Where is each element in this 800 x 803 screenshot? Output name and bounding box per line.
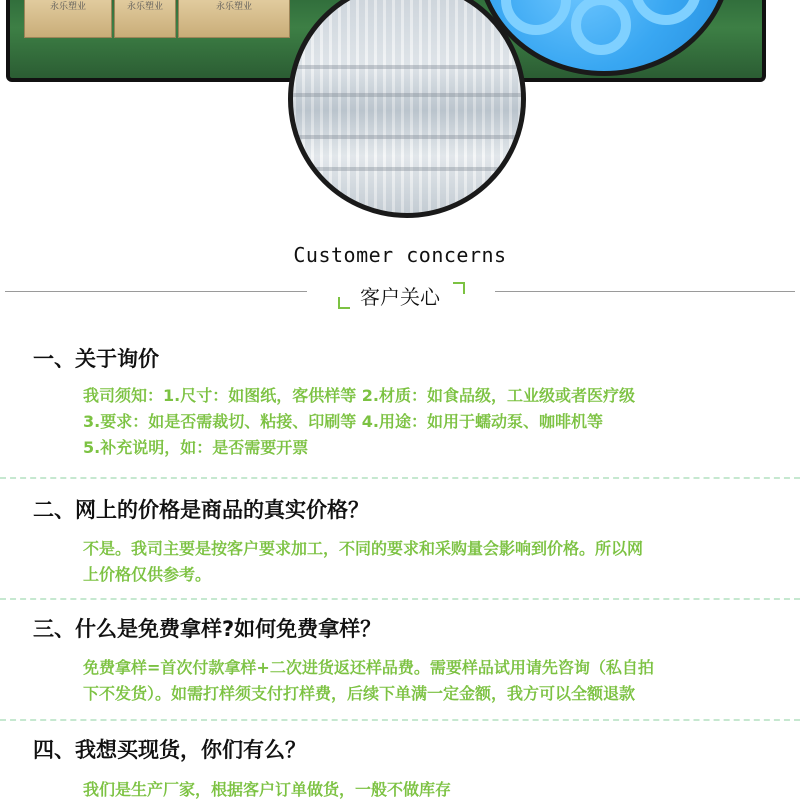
question-3: 三、什么是免费拿样?如何免费拿样？ bbox=[33, 617, 382, 641]
answer-4-line-1: 我们是生产厂家，根据客户订单做货，一般不做库存 bbox=[83, 780, 452, 799]
corner-bracket-bottom-left bbox=[338, 297, 350, 309]
answer-1-line-1: 我司须知：1.尺寸：如图纸，客供样等 2.材质：如食品级，工业级或者医疗级 bbox=[83, 386, 635, 405]
answer-3-line-2: 下不发货）。如需打样须支付打样费，后续下单满一定金额，我方可以全额退款 bbox=[83, 684, 636, 703]
question-1: 一、关于询价 bbox=[33, 347, 159, 371]
product-photo-collage bbox=[0, 0, 800, 225]
answer-2-line-2: 上价格仅供参考。 bbox=[83, 565, 212, 584]
section-title-cn: 客户关心 bbox=[360, 285, 440, 309]
answer-1-line-2: 3.要求：如是否需裁切、粘接、印刷等 4.用途：如用于蠕动泵、咖啡机等 bbox=[83, 412, 603, 431]
carton-box bbox=[114, 0, 176, 38]
carton-label: 永乐塑业 bbox=[215, 2, 253, 12]
answer-1-line-3: 5.补充说明，如：是否需要开票 bbox=[83, 438, 309, 457]
carton-label: 永乐塑业 bbox=[49, 2, 87, 12]
dashed-separator bbox=[0, 477, 800, 479]
answer-3-line-1: 免费拿样=首次付款拿样+二次进货返还样品费。需要样品试用请先咨询（私自拍 bbox=[83, 658, 654, 677]
transparent-sheets-photo bbox=[288, 0, 526, 218]
dashed-separator bbox=[0, 598, 800, 600]
corner-bracket-top-right bbox=[453, 282, 465, 294]
dashed-separator bbox=[0, 719, 800, 721]
question-4: 四、我想买现货，你们有么？ bbox=[33, 738, 306, 762]
answer-2-line-1: 不是。我司主要是按客户要求加工，不同的要求和采购量会影响到价格。所以网 bbox=[83, 539, 644, 558]
section-title-en: Customer concerns bbox=[293, 243, 507, 267]
carton-label: 永乐塑业 bbox=[126, 2, 164, 12]
carton-box bbox=[24, 0, 112, 38]
question-2: 二、网上的价格是商品的真实价格？ bbox=[33, 498, 369, 522]
carton-box bbox=[178, 0, 290, 38]
